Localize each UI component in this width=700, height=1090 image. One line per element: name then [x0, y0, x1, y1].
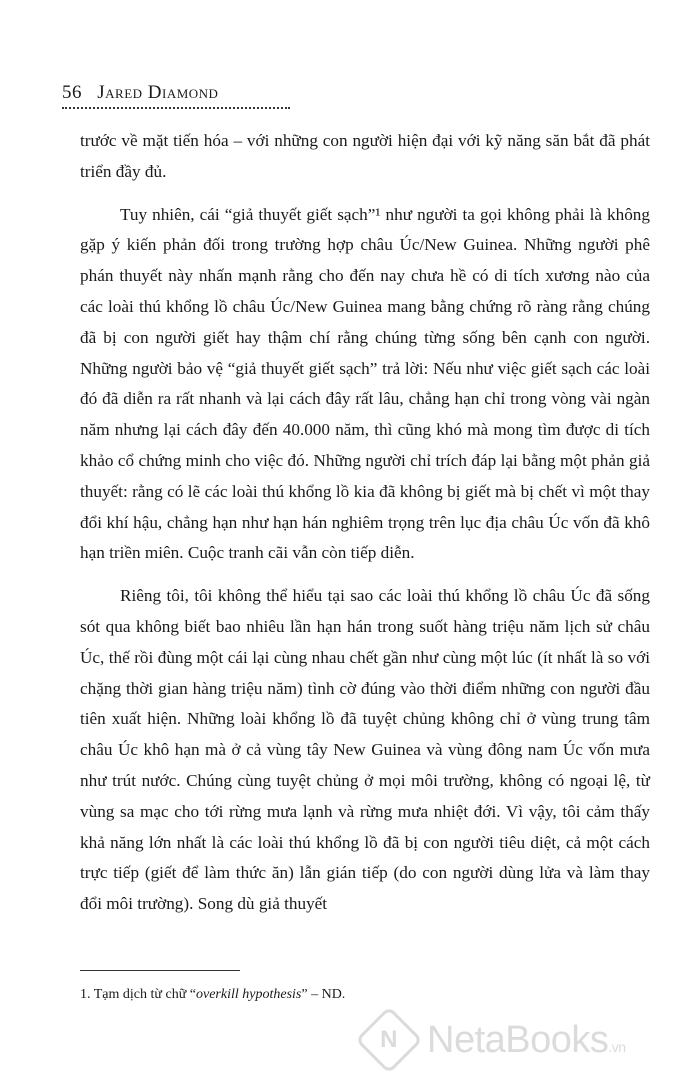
- footnote-divider: [80, 970, 240, 971]
- netabooks-logo-icon: [355, 1006, 423, 1074]
- watermark: [365, 1016, 626, 1064]
- footnote-suffix: ” – ND.: [301, 987, 346, 1002]
- body-text: [80, 126, 650, 920]
- paragraph-author-view: Riêng tôi, tôi không thể hiểu tại sao các loài thú khổng lồ châu Úc đã sống sót qua không biết bao nhiêu lần hạn hán trong suốt hàng triệu năm lịch sử châu Úc, thế rồi đùng một cái lại cùng nhau chết gần như cùng một lúc (ít nhất là so với chặng thời gian hàng triệu năm) tình cờ đúng vào thời điểm những con người đầu tiên xuất hiện. Những loài khổng lồ đã tuyệt chủng không chỉ ở vùng trung tâm châu Úc khô hạn mà ở cả vùng tây New Guinea và vùng đông nam Úc vốn mưa như trút nước. Chúng cùng tuyệt chủng ở mọi môi trường, không có ngoại lệ, từ vùng sa mạc cho tới rừng mưa lạnh và rừng mưa nhiệt đới. Vì vậy, tôi cảm thấy khả năng lớn nhất là các loài thú khổng lồ đã bị con người tiêu diệt, cả một cách trực tiếp (giết để làm thức ăn) lẫn gián tiếp (do con người dùng lửa và làm thay đổi môi trường). Song dù giả thuyết: [80, 586, 650, 914]
- page-number: 56: [62, 82, 82, 103]
- author-name: Jared Diamond: [97, 82, 219, 103]
- running-header: [62, 82, 290, 109]
- watermark-domain: .vn: [608, 1038, 626, 1055]
- footnote: [80, 987, 640, 1003]
- footnote-term: overkill hypothesis: [196, 987, 302, 1002]
- footnote-prefix: 1. Tạm dịch từ chữ “: [80, 987, 196, 1002]
- watermark-brand: [427, 1019, 626, 1062]
- watermark-logo-letter: N: [380, 1026, 398, 1053]
- paragraph-overkill-debate: Tuy nhiên, cái “giả thuyết giết sạch”¹ như người ta gọi không phải là không gặp ý kiến phản đối trong trường hợp châu Úc/New Guinea. Những người phê phán thuyết này nhấn mạnh rằng cho đến nay chưa hề có di tích xương nào của các loài thú khổng lồ châu Úc/New Guinea mang bằng chứng rõ ràng rằng chúng đã bị con người giết hay thậm chí rằng chúng từng sống bên cạnh con người. Những người bảo vệ “giả thuyết giết sạch” trả lời: Nếu như việc giết sạch các loài đó đã diễn ra rất nhanh và lại cách đây rất lâu, chẳng hạn chỉ trong vòng vài ngàn năm nhưng lại cách đây đến 40.000 năm, thì cũng khó mà mong tìm được di tích khảo cổ chứng minh cho việc đó. Những người chỉ trích đáp lại bằng một phản giả thuyết: rằng có lẽ các loài thú khổng lồ kia đã không bị giết mà bị chết vì một thay đổi khí hậu, chẳng hạn như hạn hán nghiêm trọng trên lục địa châu Úc vốn đã khô hạn triền miên. Cuộc tranh cãi vẫn còn tiếp diễn.: [80, 204, 650, 563]
- paragraph-continuation: trước về mặt tiến hóa – với những con người hiện đại với kỹ năng săn bắt đã phát triển đầy đủ.: [80, 131, 650, 181]
- watermark-brand-name: NetaBooks: [427, 1018, 609, 1061]
